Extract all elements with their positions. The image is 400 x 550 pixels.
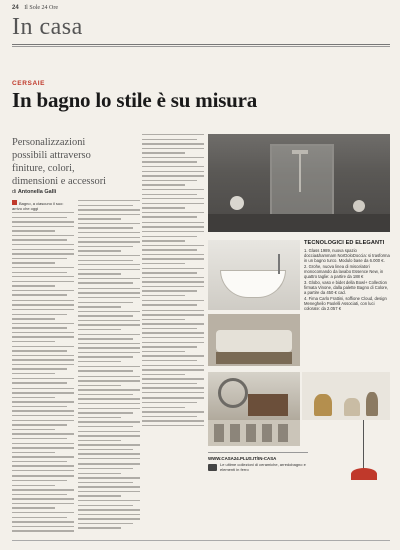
body-text-line bbox=[142, 157, 204, 158]
body-text-line bbox=[12, 267, 74, 268]
body-text-line bbox=[12, 212, 74, 213]
body-text-line bbox=[142, 346, 197, 347]
body-text-line bbox=[142, 281, 204, 282]
body-text-line bbox=[12, 244, 74, 245]
body-text-line bbox=[78, 264, 140, 265]
body-text-line bbox=[142, 369, 204, 370]
body-text-line bbox=[12, 350, 67, 351]
body-text-line bbox=[78, 518, 140, 519]
body-text-line bbox=[12, 285, 55, 286]
body-text-line bbox=[142, 134, 204, 135]
body-text-line bbox=[78, 356, 133, 357]
body-text-line bbox=[142, 268, 204, 269]
body-text-line bbox=[12, 512, 74, 513]
body-text-line bbox=[12, 294, 67, 295]
body-text-line bbox=[142, 258, 204, 259]
page-number: 24 bbox=[12, 5, 19, 11]
section-rule bbox=[12, 44, 390, 45]
body-text-line bbox=[78, 302, 133, 303]
article-subtitle: Personalizzazioni possibili attraverso finiture, colori, dimensioni e accessori bbox=[12, 137, 107, 187]
body-text-line bbox=[78, 370, 133, 371]
body-text-line bbox=[78, 288, 140, 289]
photo-bathtub bbox=[208, 240, 300, 310]
bidet-shape bbox=[344, 398, 360, 416]
body-text-line bbox=[78, 282, 133, 283]
body-text-line bbox=[12, 230, 55, 231]
body-text-line bbox=[142, 198, 204, 199]
body-text-line bbox=[12, 341, 55, 342]
body-text-line bbox=[142, 277, 204, 278]
sidebar-box bbox=[304, 240, 390, 368]
article-headline: In bagno lo stile è su misura bbox=[12, 88, 258, 112]
body-text-line bbox=[12, 489, 74, 490]
body-text-line bbox=[12, 507, 55, 508]
body-first-line-text: Bagno, a ciascuno il suo: arrivo che oggi bbox=[12, 201, 64, 211]
body-text-line bbox=[78, 468, 133, 469]
byline-author: Antonella Galli bbox=[17, 189, 57, 195]
body-text-line bbox=[142, 411, 204, 412]
body-text-line bbox=[142, 161, 197, 162]
body-text-line bbox=[142, 425, 204, 426]
body-text-line bbox=[78, 380, 140, 381]
sidebar-list bbox=[304, 248, 390, 311]
body-text-line bbox=[142, 319, 185, 320]
body-text-line bbox=[142, 342, 204, 343]
body-text-line bbox=[12, 281, 74, 282]
body-text-line bbox=[12, 452, 55, 453]
body-text-line bbox=[12, 388, 74, 389]
body-text-line bbox=[12, 397, 55, 398]
body-text-line bbox=[142, 212, 204, 213]
sidebar-item: 4. Fima Carlo Frattini, soffione Cloud, design Menegheilo Paolelli Associati, con luci colorate: da 2.057 € bbox=[304, 296, 387, 311]
body-text-line bbox=[78, 444, 140, 445]
bathtub-shape bbox=[220, 270, 286, 298]
body-text-line bbox=[78, 214, 140, 215]
body-text-line bbox=[142, 310, 204, 311]
web-link-box bbox=[208, 452, 308, 473]
body-text-line bbox=[142, 184, 185, 185]
body-text-line bbox=[142, 207, 185, 208]
body-text-line bbox=[78, 315, 133, 316]
body-text-line bbox=[78, 505, 133, 506]
body-text-line bbox=[142, 171, 204, 172]
photo-pendant-lamp bbox=[338, 420, 388, 538]
body-text-line bbox=[78, 205, 133, 206]
body-text-line bbox=[78, 431, 140, 432]
body-text-line bbox=[142, 323, 204, 324]
body-text-line bbox=[78, 453, 140, 454]
body-text-line bbox=[142, 420, 204, 421]
shower-pipe-shape bbox=[299, 154, 301, 192]
body-text-line bbox=[142, 175, 204, 176]
body-text-line bbox=[142, 194, 197, 195]
body-text-line bbox=[78, 440, 121, 441]
body-text-line bbox=[78, 292, 140, 293]
lamp-cord-shape bbox=[363, 420, 364, 470]
body-text-line bbox=[12, 429, 55, 430]
body-text-line bbox=[142, 365, 204, 366]
body-text-line bbox=[78, 334, 140, 335]
body-text-line bbox=[12, 420, 74, 421]
body-text-line bbox=[12, 235, 74, 236]
body-text-line bbox=[78, 426, 133, 427]
body-text-line bbox=[78, 278, 140, 279]
body-text-line bbox=[78, 486, 140, 487]
body-text-line bbox=[12, 443, 74, 444]
body-text-line bbox=[78, 491, 140, 492]
body-text-line bbox=[142, 387, 204, 388]
body-text-line bbox=[78, 227, 133, 228]
body-text-line bbox=[12, 382, 67, 383]
body-text-line bbox=[12, 503, 74, 504]
body-text-line bbox=[78, 297, 140, 298]
sidebar-item: 1. Glass 1989, nuova spazio doccia&hammam NorDoloDoccia: si trasforma in un bagno turco. Modulo base da 6.000 €. bbox=[304, 248, 390, 263]
body-text-line bbox=[142, 337, 204, 338]
body-text-line bbox=[12, 314, 67, 315]
body-text-line bbox=[12, 475, 74, 476]
body-text-line bbox=[78, 417, 121, 418]
body-text-line bbox=[12, 498, 74, 499]
web-caption: Le ultime collezioni di ceramiche, arredobagno e elementi in ferro bbox=[220, 462, 306, 472]
body-text-line bbox=[12, 447, 74, 448]
body-text-line bbox=[142, 355, 204, 356]
body-text-line bbox=[78, 385, 121, 386]
body-text-line bbox=[12, 217, 67, 218]
body-text-line bbox=[142, 148, 204, 149]
body-text-line bbox=[78, 523, 133, 524]
body-text-line bbox=[78, 421, 140, 422]
body-text-line bbox=[142, 263, 185, 264]
body-text-line bbox=[12, 276, 74, 277]
article-body-column-1 bbox=[12, 200, 74, 540]
body-text-line bbox=[12, 415, 74, 416]
body-text-line bbox=[78, 306, 121, 307]
body-text-line bbox=[12, 309, 74, 310]
body-text-line bbox=[78, 200, 140, 201]
body-text-line bbox=[12, 406, 67, 407]
tile-shape bbox=[278, 424, 288, 442]
body-text-line bbox=[78, 527, 121, 528]
body-text-line bbox=[78, 366, 140, 367]
body-text-line bbox=[12, 438, 67, 439]
body-text-line bbox=[142, 383, 197, 384]
body-text-line bbox=[78, 394, 133, 395]
body-text-line bbox=[12, 461, 67, 462]
tile-shape bbox=[246, 424, 256, 442]
body-text-line bbox=[142, 374, 185, 375]
body-text-line bbox=[78, 237, 140, 238]
tap-shape bbox=[278, 254, 280, 274]
article-kicker: CERSAIE bbox=[12, 80, 46, 87]
stool-shape bbox=[353, 200, 365, 212]
red-lamp-shape bbox=[351, 468, 377, 480]
body-text-line bbox=[12, 318, 55, 319]
body-text-line bbox=[78, 376, 140, 377]
photo-shower-hammam bbox=[208, 134, 390, 232]
vase-shape bbox=[366, 392, 378, 416]
body-text-line bbox=[78, 352, 140, 353]
body-text-line bbox=[78, 463, 140, 464]
body-text-line bbox=[12, 368, 67, 369]
body-text-line bbox=[142, 378, 204, 379]
stool-shape bbox=[230, 196, 244, 210]
body-text-line bbox=[12, 262, 55, 263]
tile-shape bbox=[262, 424, 272, 442]
body-text-line bbox=[12, 401, 74, 402]
body-text-line bbox=[12, 480, 67, 481]
camera-icon bbox=[208, 464, 217, 471]
body-text-line bbox=[78, 320, 140, 321]
body-text-line bbox=[12, 332, 74, 333]
body-text-line bbox=[12, 323, 74, 324]
round-mirror-shape bbox=[218, 378, 248, 408]
body-text-line bbox=[78, 329, 121, 330]
body-text-line bbox=[142, 351, 185, 352]
body-text-line bbox=[78, 223, 140, 224]
body-text-line bbox=[142, 143, 204, 144]
body-text-line bbox=[142, 397, 204, 398]
body-text-line bbox=[12, 456, 74, 457]
body-text-line bbox=[78, 458, 140, 459]
body-text-line bbox=[78, 435, 140, 436]
photo-mirror-cabinet bbox=[208, 372, 300, 420]
body-text-line bbox=[142, 290, 197, 291]
body-text-line bbox=[78, 246, 133, 247]
body-text-line bbox=[142, 328, 197, 329]
page-bottom-rule bbox=[12, 540, 390, 541]
body-text-line bbox=[12, 465, 74, 466]
body-text-line bbox=[78, 347, 140, 348]
body-text-line bbox=[78, 408, 140, 409]
section-rule-thin bbox=[12, 46, 390, 47]
body-text-line bbox=[12, 249, 74, 250]
drawer-shape bbox=[216, 352, 292, 364]
body-text-line bbox=[142, 226, 204, 227]
body-text-line bbox=[12, 359, 74, 360]
body-text-line bbox=[12, 410, 74, 411]
body-text-line bbox=[12, 521, 74, 522]
body-text-line bbox=[78, 273, 121, 274]
body-text-line bbox=[78, 343, 140, 344]
body-text-line bbox=[78, 260, 133, 261]
body-text-line bbox=[142, 245, 204, 246]
body-first-line bbox=[12, 200, 74, 211]
body-text-line bbox=[142, 240, 185, 241]
body-text-line bbox=[142, 392, 204, 393]
body-text-line bbox=[78, 514, 140, 515]
basin-shape bbox=[216, 330, 292, 352]
sidebar-item: 2. Grohe, nuova linea di miscelatori monocomando da lavabo Essence New, in quattro taglie: a partire da 188 € bbox=[304, 264, 384, 279]
body-text-line bbox=[12, 378, 74, 379]
photo-sanitaryware bbox=[302, 372, 390, 420]
body-text-line bbox=[12, 433, 74, 434]
body-text-line bbox=[12, 373, 55, 374]
dropcap-square bbox=[12, 200, 17, 205]
body-text-line bbox=[12, 530, 74, 531]
photo-tiles bbox=[208, 420, 300, 446]
body-text-line bbox=[78, 209, 140, 210]
body-text-line bbox=[78, 255, 140, 256]
body-text-line bbox=[78, 361, 121, 362]
body-text-line bbox=[12, 272, 67, 273]
body-text-line bbox=[78, 500, 140, 501]
body-text-line bbox=[142, 236, 197, 237]
photo-washbasin bbox=[208, 314, 300, 366]
body-text-line bbox=[142, 332, 204, 333]
web-url[interactable]: WWW.CASA24.PLUS.IT/IN-CASA bbox=[208, 456, 277, 461]
body-text-line bbox=[142, 216, 197, 217]
body-text-line bbox=[142, 416, 197, 417]
byline-prefix: di bbox=[12, 189, 17, 195]
body-text-line bbox=[12, 300, 74, 301]
body-text-line bbox=[78, 338, 133, 339]
body-text-line bbox=[78, 241, 140, 242]
sidebar-item: 3. Globo, vaso e bidet della Bowl+ Collection firmata Vinone, dalla palette Bagno di Colore, a partire da 450 € cad. bbox=[304, 280, 389, 295]
body-text-line bbox=[12, 526, 74, 527]
body-text-line bbox=[12, 253, 74, 254]
body-text-line bbox=[78, 250, 121, 251]
article-byline bbox=[12, 189, 56, 195]
body-text-line bbox=[78, 398, 140, 399]
body-text-line bbox=[12, 346, 74, 347]
body-text-line bbox=[142, 249, 197, 250]
body-text-line bbox=[142, 166, 204, 167]
section-title: In casa bbox=[12, 14, 83, 40]
body-text-line bbox=[142, 180, 197, 181]
body-text-line bbox=[12, 485, 55, 486]
body-text-line bbox=[142, 407, 185, 408]
body-text-line bbox=[78, 403, 140, 404]
body-text-line bbox=[12, 424, 67, 425]
toilet-shape bbox=[314, 394, 332, 416]
body-text-line bbox=[142, 139, 197, 140]
sidebar-heading: TECNOLOGICI ED ELEGANTI bbox=[304, 240, 385, 246]
body-text-line bbox=[12, 336, 74, 337]
body-text-line bbox=[142, 360, 197, 361]
body-text-line bbox=[142, 203, 204, 204]
body-text-line bbox=[142, 152, 185, 153]
publication-name: Il Sole 24 Ore bbox=[24, 5, 59, 11]
body-text-line bbox=[142, 272, 197, 273]
body-text-line bbox=[12, 355, 74, 356]
body-text-line bbox=[12, 517, 67, 518]
body-text-line bbox=[142, 314, 204, 315]
article-body-column-3 bbox=[142, 134, 204, 434]
body-text-line bbox=[78, 389, 140, 390]
body-text-line bbox=[12, 221, 74, 222]
body-text-line bbox=[12, 290, 74, 291]
body-text-line bbox=[78, 311, 140, 312]
body-text-line bbox=[12, 327, 67, 328]
body-text-line bbox=[78, 477, 140, 478]
body-text-line bbox=[142, 300, 204, 301]
body-text-line bbox=[12, 470, 74, 471]
body-text-line bbox=[12, 392, 74, 393]
body-text-line bbox=[142, 189, 204, 190]
body-text-line bbox=[78, 509, 140, 510]
floor-shape bbox=[208, 214, 390, 232]
article-body-column-2 bbox=[78, 200, 140, 540]
body-text-line bbox=[12, 494, 67, 495]
body-text-line bbox=[12, 364, 74, 365]
body-text-line bbox=[142, 295, 185, 296]
shower-glass-panel bbox=[270, 144, 334, 218]
body-text-line bbox=[78, 482, 133, 483]
body-text-line bbox=[142, 222, 204, 223]
body-text-line bbox=[78, 449, 133, 450]
body-text-line bbox=[12, 304, 74, 305]
body-text-line bbox=[78, 473, 121, 474]
body-text-line bbox=[78, 412, 133, 413]
body-text-line bbox=[12, 239, 67, 240]
body-text-line bbox=[78, 232, 140, 233]
cabinet-shape bbox=[248, 394, 288, 416]
tile-shape bbox=[230, 424, 240, 442]
body-text-line bbox=[78, 495, 121, 496]
body-text-line bbox=[142, 231, 204, 232]
body-text-line bbox=[12, 258, 67, 259]
body-text-line bbox=[142, 304, 197, 305]
body-text-line bbox=[142, 286, 204, 287]
tile-shape bbox=[214, 424, 224, 442]
body-text-line bbox=[142, 254, 204, 255]
body-text-line bbox=[12, 226, 74, 227]
body-text-line bbox=[78, 269, 140, 270]
body-text-line bbox=[78, 218, 121, 219]
body-text-line bbox=[78, 324, 140, 325]
body-text-line bbox=[142, 402, 197, 403]
